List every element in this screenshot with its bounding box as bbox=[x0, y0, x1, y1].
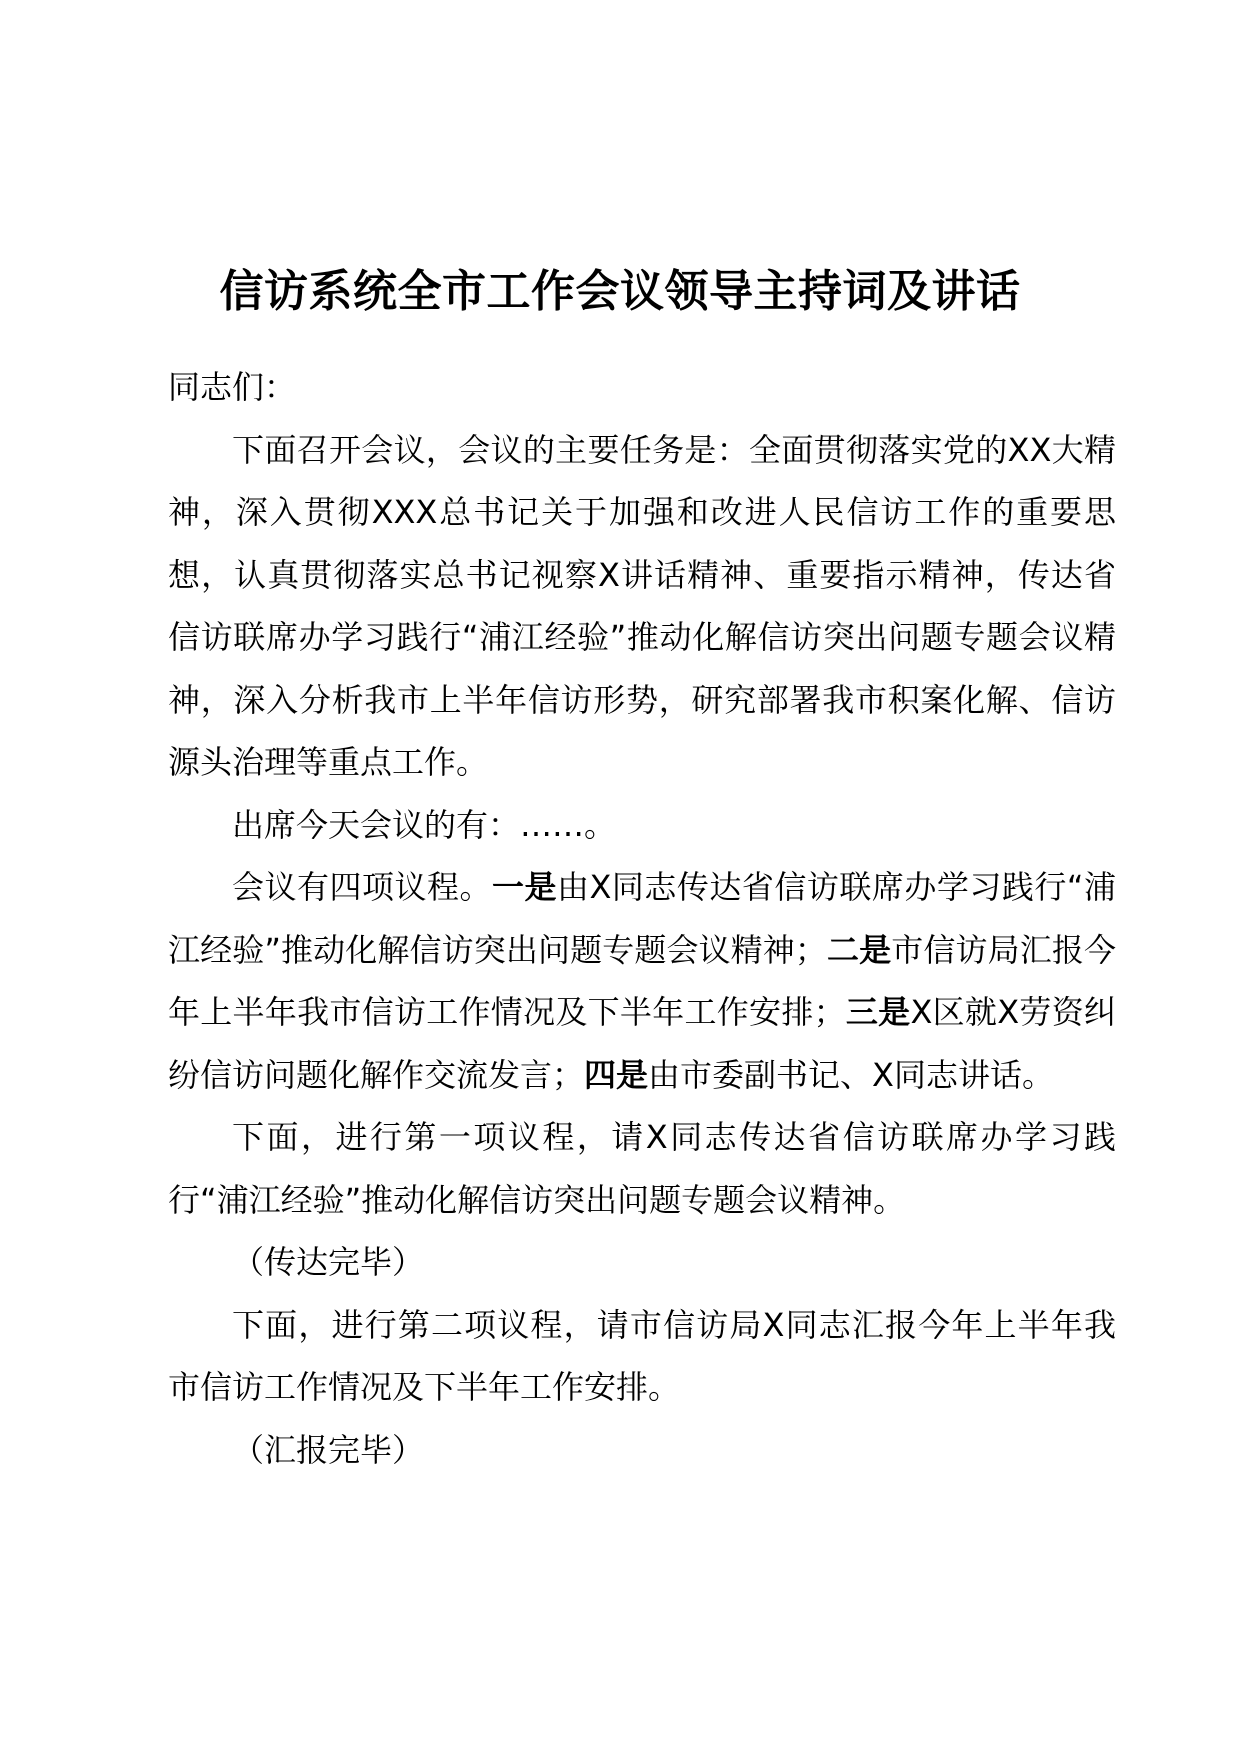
paragraph-second-agenda-item: 下面，进行第二项议程，请市信访局X同志汇报今年上半年我市信访工作情况及下半年工作安排。 bbox=[168, 1305, 1116, 1406]
agenda-item4-text: 由市委副书记、X同志讲话。 bbox=[648, 1055, 1054, 1094]
agenda-item2-label: 二是 bbox=[826, 930, 892, 969]
paragraph-first-agenda-item: 下面，进行第一项议程，请X同志传达省信访联席办学习践行“浦江经验”推动化解信访突出问题专题会议精神。 bbox=[168, 1118, 1116, 1219]
agenda-item1-label: 一是 bbox=[492, 868, 557, 906]
agenda-item3-text: X区就X劳资纠纷信访问题化解作交流发言； bbox=[168, 993, 1116, 1094]
document-body bbox=[168, 356, 1116, 1481]
note-reported: （汇报完毕） bbox=[232, 1430, 425, 1469]
agenda-intro: 会议有四项议程。 bbox=[232, 868, 492, 906]
agenda-item3-label: 三是 bbox=[845, 993, 911, 1031]
agenda-item1-text: 由X同志传达省信访联席办学习践行“浦江经验”推动化解信访突出问题专题会议精神； bbox=[168, 868, 1116, 969]
salutation: 同志们： bbox=[168, 368, 297, 406]
note-conveyed: （传达完毕） bbox=[232, 1243, 425, 1281]
agenda-item2-text: 市信访局汇报今年上半年我市信访工作情况及下半年工作安排； bbox=[168, 930, 1116, 1031]
document-title: 信访系统全市工作会议领导主持词及讲话 bbox=[219, 266, 1021, 317]
paragraph-meeting-tasks: 下面召开会议，会议的主要任务是：全面贯彻落实党的XX大精神，深入贯彻XXX总书记关于加强和改进人民信访工作的重要思想，认真贯彻落实总书记视察X讲话精神、重要指示精神，传达省信访联席办学习践行“浦江经验”推动化解信访突出问题专题会议精神，深入分析我市上半年信访形势，研究部署我市积案化解、信访源头治理等重点工作。 bbox=[168, 430, 1116, 781]
paragraph-attendees: 出席今天会议的有：……。 bbox=[232, 805, 617, 844]
paragraph-agenda bbox=[168, 856, 1116, 1106]
agenda-item4-label: 四是 bbox=[584, 1055, 649, 1094]
